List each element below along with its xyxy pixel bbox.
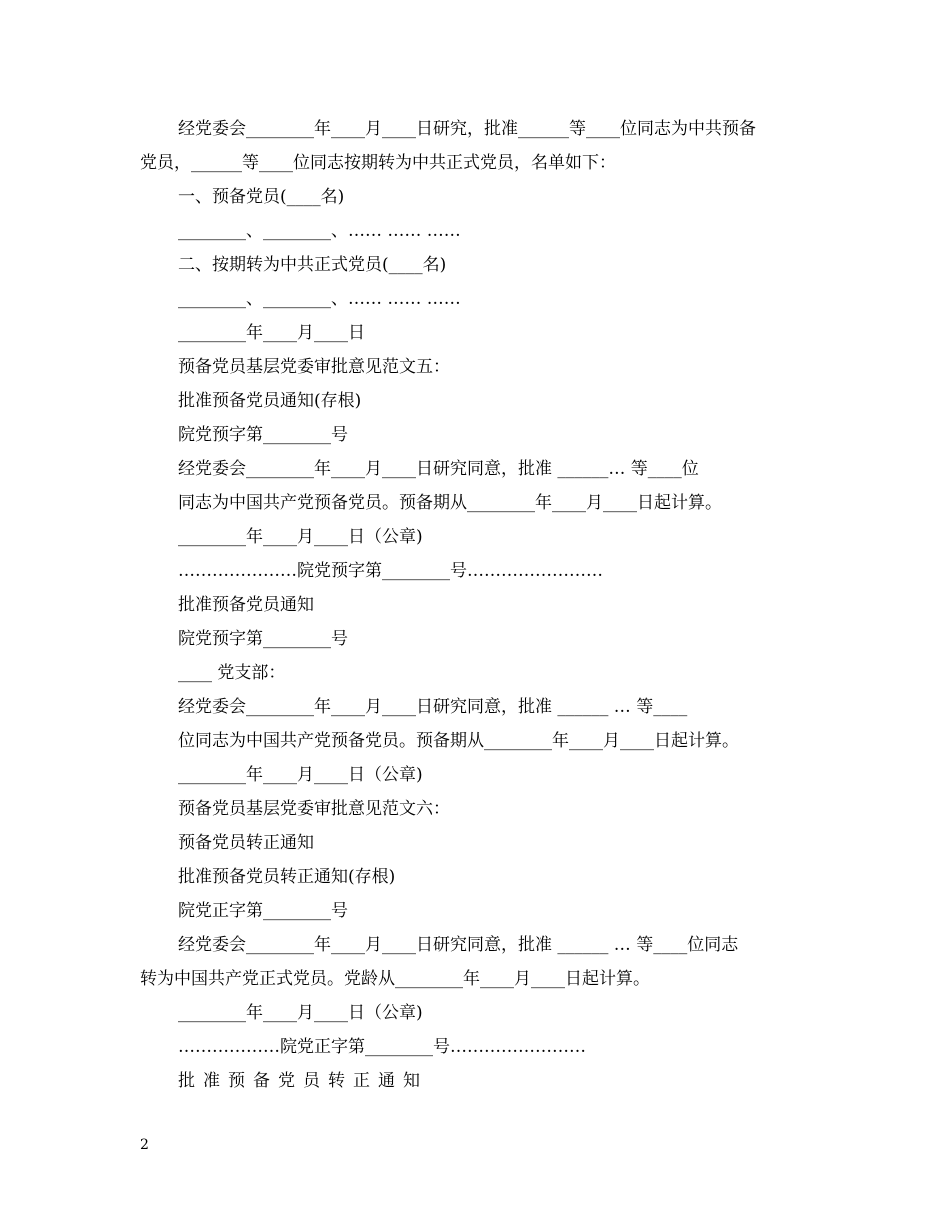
text-line: 批准预备党员通知(存根) (178, 391, 362, 411)
section-heading: 一、预备党员(____名) (178, 187, 345, 207)
section-heading: 二、按期转为中共正式党员(____名) (178, 255, 447, 275)
date-line: ________年____月____日（公章) (178, 527, 423, 547)
text-line: 院党预字第________号 (178, 629, 348, 649)
text-line: 经党委会________年____月____日研究同意，批准 ______ … 等____ (178, 697, 688, 717)
text-line: ________、________、…… …… …… (178, 221, 461, 241)
text-line: 预备党员转正通知 (178, 833, 314, 853)
text-line: ____ 党支部： (178, 663, 286, 683)
text-line: 经党委会________年____月____日研究同意，批准 ______… 等____位 (178, 459, 699, 479)
text-line: 转为中国共产党正式党员。党龄从________年____月____日起计算。 (140, 969, 650, 989)
date-line: ________年____月____日（公章) (178, 765, 423, 785)
page-number: 2 (140, 1137, 149, 1153)
text-line: 党员，______等____位同志按期转为中共正式党员，名单如下： (140, 153, 616, 173)
text-line: 位同志为中国共产党预备党员。预备期从________年____月____日起计算。 (178, 731, 739, 751)
text-line: 经党委会________年____月____日研究，批准______等____位同志为中共预备 (178, 119, 756, 139)
document-body (140, 112, 812, 1098)
text-line: 同志为中国共产党预备党员。预备期从________年____月____日起计算。 (178, 493, 722, 513)
section-heading: 预备党员基层党委审批意见范文五： (178, 357, 450, 377)
text-line: 批准预备党员转正通知(存根) (178, 867, 396, 887)
text-line: ________、________、…… …… …… (178, 289, 461, 309)
text-line: 经党委会________年____月____日研究同意，批准 ______ … 等____位同志 (178, 935, 739, 955)
section-heading: 预备党员基层党委审批意见范文六： (178, 799, 450, 819)
separator-line: ………………院党正字第________号…………………… (178, 1037, 586, 1057)
text-line: 院党预字第________号 (178, 425, 348, 445)
text-line: 批准预备党员转正通知 (178, 1071, 428, 1091)
text-line: 批准预备党员通知 (178, 595, 314, 615)
date-line: ________年____月____日（公章) (178, 1003, 423, 1023)
text-line: 院党正字第________号 (178, 901, 348, 921)
date-line: ________年____月____日 (178, 323, 365, 343)
separator-line: …………………院党预字第________号…………………… (178, 561, 603, 581)
